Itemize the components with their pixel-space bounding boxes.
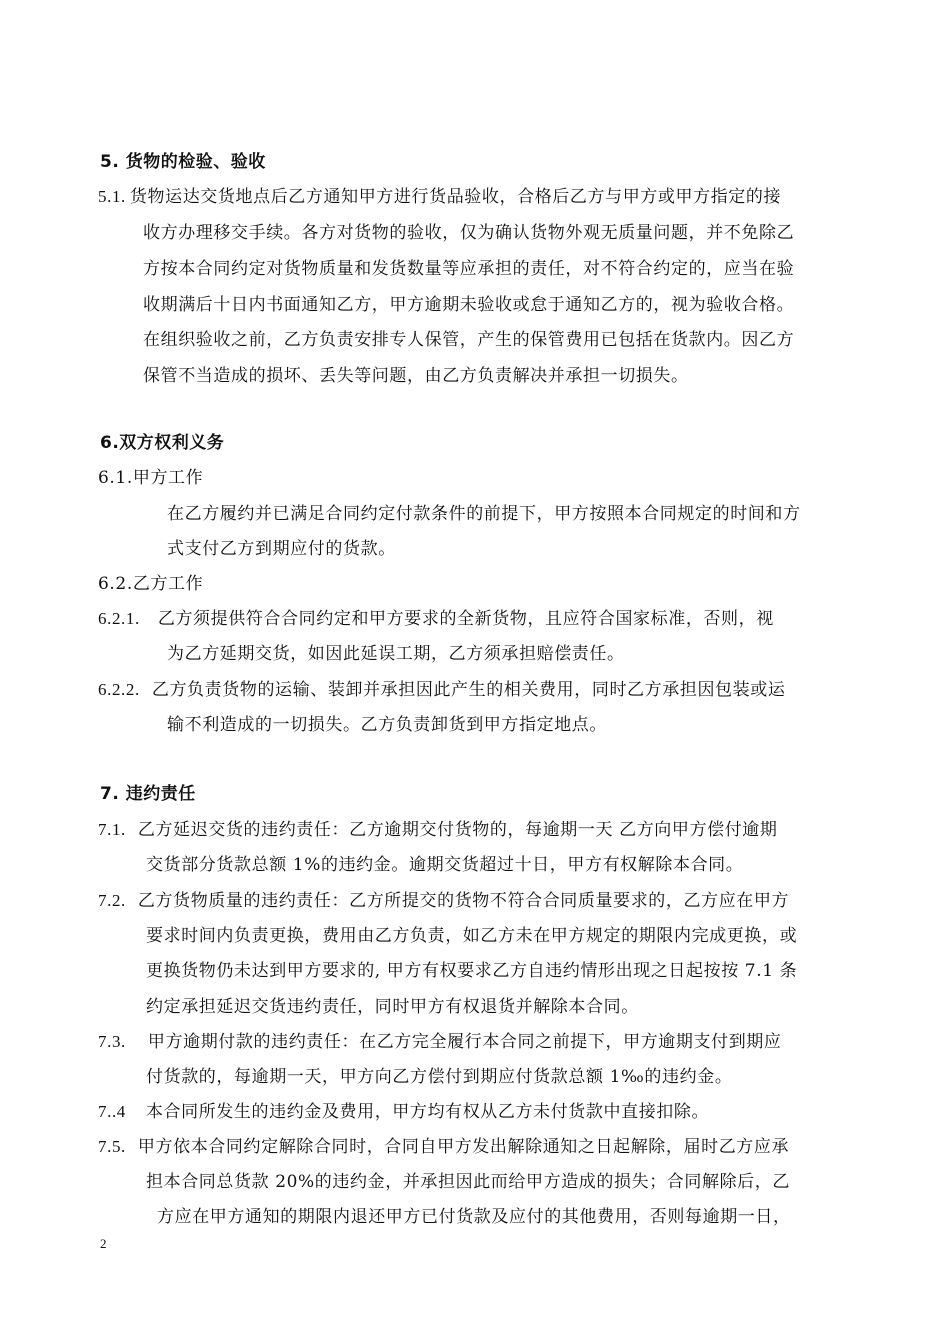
clause-6-2-title: 6.2.乙方工作 xyxy=(98,574,204,594)
clause-5-1-line-6: 保管不当造成的损坏、丢失等问题，由乙方负责解决并承担一切损失。 xyxy=(143,366,689,386)
section-6-heading: 6.双方权利义务 xyxy=(100,433,225,453)
clause-7-5-line-2: 担本合同总货款 20%的违约金，并承担因此而给甲方造成的损失；合同解除后，乙 xyxy=(146,1172,790,1192)
clause-7-1-line-1: 7.1. 乙方延迟交货的违约责任：乙方逾期交付货物的，每逾期一天 乙方向甲方偿付逾期 xyxy=(98,820,778,840)
clause-7-3-line-1: 7.3. 甲方逾期付款的违约责任：在乙方完全履行本合同之前提下，甲方逾期支付到期应 xyxy=(98,1032,782,1052)
clause-number: 6.2.1. xyxy=(98,609,140,628)
clause-7-3-line-2: 付货款的，每逾期一天，甲方向乙方偿付到期应付货款总额 1‰的违约金。 xyxy=(146,1067,733,1087)
clause-6-2-1-line-1: 6.2.1. 乙方须提供符合合同约定和甲方要求的全新货物，且应符合国家标准，否则，视 xyxy=(98,609,774,629)
clause-6-1-title: 6.1.甲方工作 xyxy=(98,468,204,488)
section-7-heading: 7. 违约责任 xyxy=(100,784,196,804)
clause-7-5-line-1: 7.5. 甲方依本合同约定解除合同时，合同自甲方发出解除通知之日起解除，届时乙方应承 xyxy=(98,1137,790,1157)
clause-7-2-line-3: 更换货物仍未达到甲方要求的, 甲方有权要求乙方自违约情形出现之日起按按 7.1 条 xyxy=(146,961,798,981)
clause-5-1-line-2: 收方办理移交手续。各方对货物的验收，仅为确认货物外观无质量问题，并不免除乙 xyxy=(143,223,795,243)
clause-number: 7..4 xyxy=(98,1102,126,1121)
clause-5-1-line-3: 方按本合同约定对货物质量和发货数量等应承担的责任，对不符合约定的，应当在验 xyxy=(143,259,795,279)
clause-6-2-1-line-2: 为乙方延期交货，如因此延误工期，乙方须承担赔偿责任。 xyxy=(167,644,625,664)
clause-number: 6.2.2. xyxy=(98,680,140,699)
clause-7-5-line-3: 方应在甲方通知的期限内退还甲方已付货款及应付的其他费用，否则每逾期一日， xyxy=(157,1207,791,1227)
clause-7-4-line-1: 7..4 本合同所发生的违约金及费用，甲方均有权从乙方未付货款中直接扣除。 xyxy=(98,1102,710,1122)
page-number: 2 xyxy=(100,1236,107,1251)
clause-number: 7.1. xyxy=(98,820,126,839)
clause-5-1-line-1: 5.1. 货物运达交货地点后乙方通知甲方进行货品验收，合格后乙方与甲方或甲方指定的接 xyxy=(98,187,782,207)
clause-7-2-line-1: 7.2. 乙方货物质量的违约责任：乙方所提交的货物不符合合同质量要求的，乙方应在甲方 xyxy=(98,891,790,911)
clause-5-1-line-5: 在组织验收之前，乙方负责安排专人保管，产生的保管费用已包括在货款内。因乙方 xyxy=(143,330,795,350)
clause-number: 7.5. xyxy=(98,1137,126,1156)
clause-number: 7.3. xyxy=(98,1032,126,1051)
section-5-heading: 5. 货物的检验、验收 xyxy=(100,152,266,172)
clause-5-1-line-4: 收期满后十日内书面通知乙方，甲方逾期未验收或怠于通知乙方的，视为验收合格。 xyxy=(143,295,795,315)
clause-6-1-line-2: 式支付乙方到期应付的货款。 xyxy=(167,539,396,559)
clause-7-1-line-2: 交货部分货款总额 1%的违约金。逾期交货超过十日，甲方有权解除本合同。 xyxy=(146,855,744,875)
clause-6-2-2-line-2: 输不利造成的一切损失。乙方负责卸货到甲方指定地点。 xyxy=(167,715,607,735)
clause-6-1-line-1: 在乙方履约并已满足合同约定付款条件的前提下，甲方按照本合同规定的时间和方 xyxy=(167,504,801,524)
clause-7-2-line-2: 要求时间内负责更换，费用由乙方负责，如乙方未在甲方规定的期限内完成更换，或 xyxy=(146,926,798,946)
clause-6-2-2-line-1: 6.2.2. 乙方负责货物的运输、装卸并承担因此产生的相关费用，同时乙方承担因包装或运 xyxy=(98,680,786,700)
clause-7-2-line-4: 约定承担延迟交货违约责任，同时甲方有权退货并解除本合同。 xyxy=(146,997,639,1017)
clause-number: 7.2. xyxy=(98,891,126,910)
clause-number: 5.1. xyxy=(98,187,126,206)
